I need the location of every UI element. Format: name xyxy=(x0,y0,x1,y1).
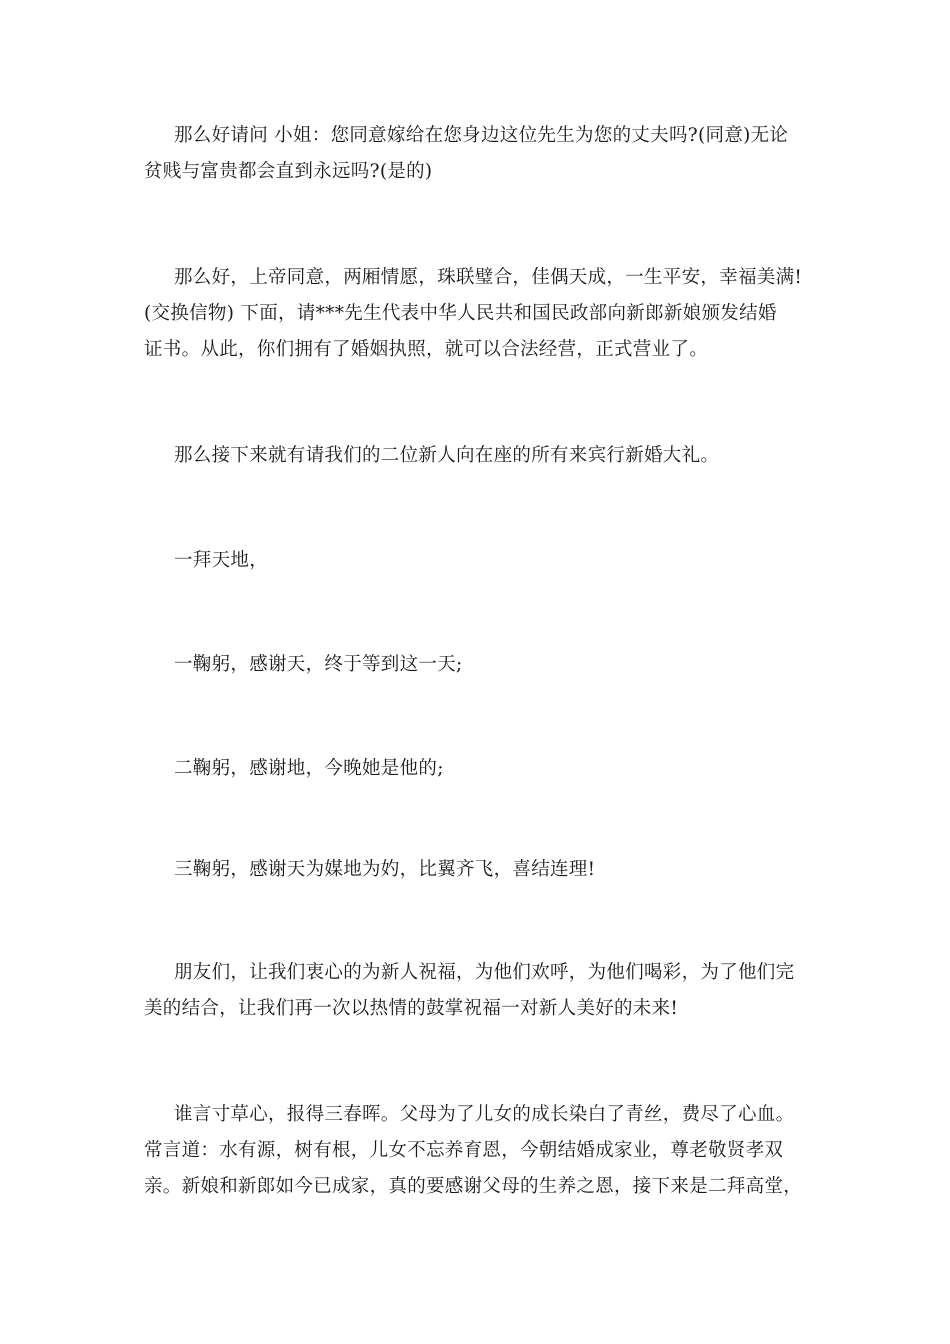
text-line: 那么好，上帝同意，两厢情愿，珠联璧合，佳偶天成，一生平安，幸福美满! xyxy=(174,267,803,288)
text-line: (交换信物) 下面，请***先生代表中华人民共和国民政部向新郎新娘颁发结婚 xyxy=(144,303,777,324)
text-line: 证书。从此，你们拥有了婚姻执照，就可以合法经营，正式营业了。 xyxy=(144,339,709,360)
paragraph-parents-gratitude xyxy=(144,1097,812,1205)
text-line: 亲。新娘和新郎如今已成家，真的要感谢父母的生养之恩，接下来是二拜高堂， xyxy=(144,1176,803,1197)
text-line: 三鞠躬，感谢天为媒地为妁，比翼齐飞，喜结连理! xyxy=(174,859,596,880)
text-line: 一鞠躬，感谢天，终于等到这一天; xyxy=(174,654,463,675)
paragraph-first-bow-heaven-earth xyxy=(144,543,812,579)
text-line: 常言道：水有源，树有根，儿女不忘养育恩，今朝结婚成家业，尊老敬贤孝双 xyxy=(144,1140,784,1161)
paragraph-wedding-bow-intro xyxy=(144,438,812,474)
paragraph-consent-question xyxy=(144,118,812,190)
text-line: 一拜天地， xyxy=(174,550,269,571)
text-line: 朋友们，让我们衷心的为新人祝福，为他们欢呼，为他们喝彩，为了他们完 xyxy=(174,962,795,983)
paragraph-marriage-certificate xyxy=(144,260,812,368)
paragraph-second-bow xyxy=(144,751,812,787)
text-line: 那么好请问 小姐：您同意嫁给在您身边这位先生为您的丈夫吗?(同意)无论 xyxy=(174,125,789,146)
text-line: 那么接下来就有请我们的二位新人向在座的所有来宾行新婚大礼。 xyxy=(174,445,720,466)
text-line: 贫贱与富贵都会直到永远吗?(是的) xyxy=(144,161,433,182)
text-line: 谁言寸草心，报得三春晖。父母为了儿女的成长染白了青丝，费尽了心血。 xyxy=(174,1104,795,1125)
paragraph-third-bow xyxy=(144,852,812,888)
paragraph-friends-blessing xyxy=(144,955,812,1027)
text-line: 美的结合，让我们再一次以热情的鼓掌祝福一对新人美好的未来! xyxy=(144,998,679,1019)
paragraph-first-bow xyxy=(144,647,812,683)
text-line: 二鞠躬，感谢地，今晚她是他的; xyxy=(174,758,444,779)
